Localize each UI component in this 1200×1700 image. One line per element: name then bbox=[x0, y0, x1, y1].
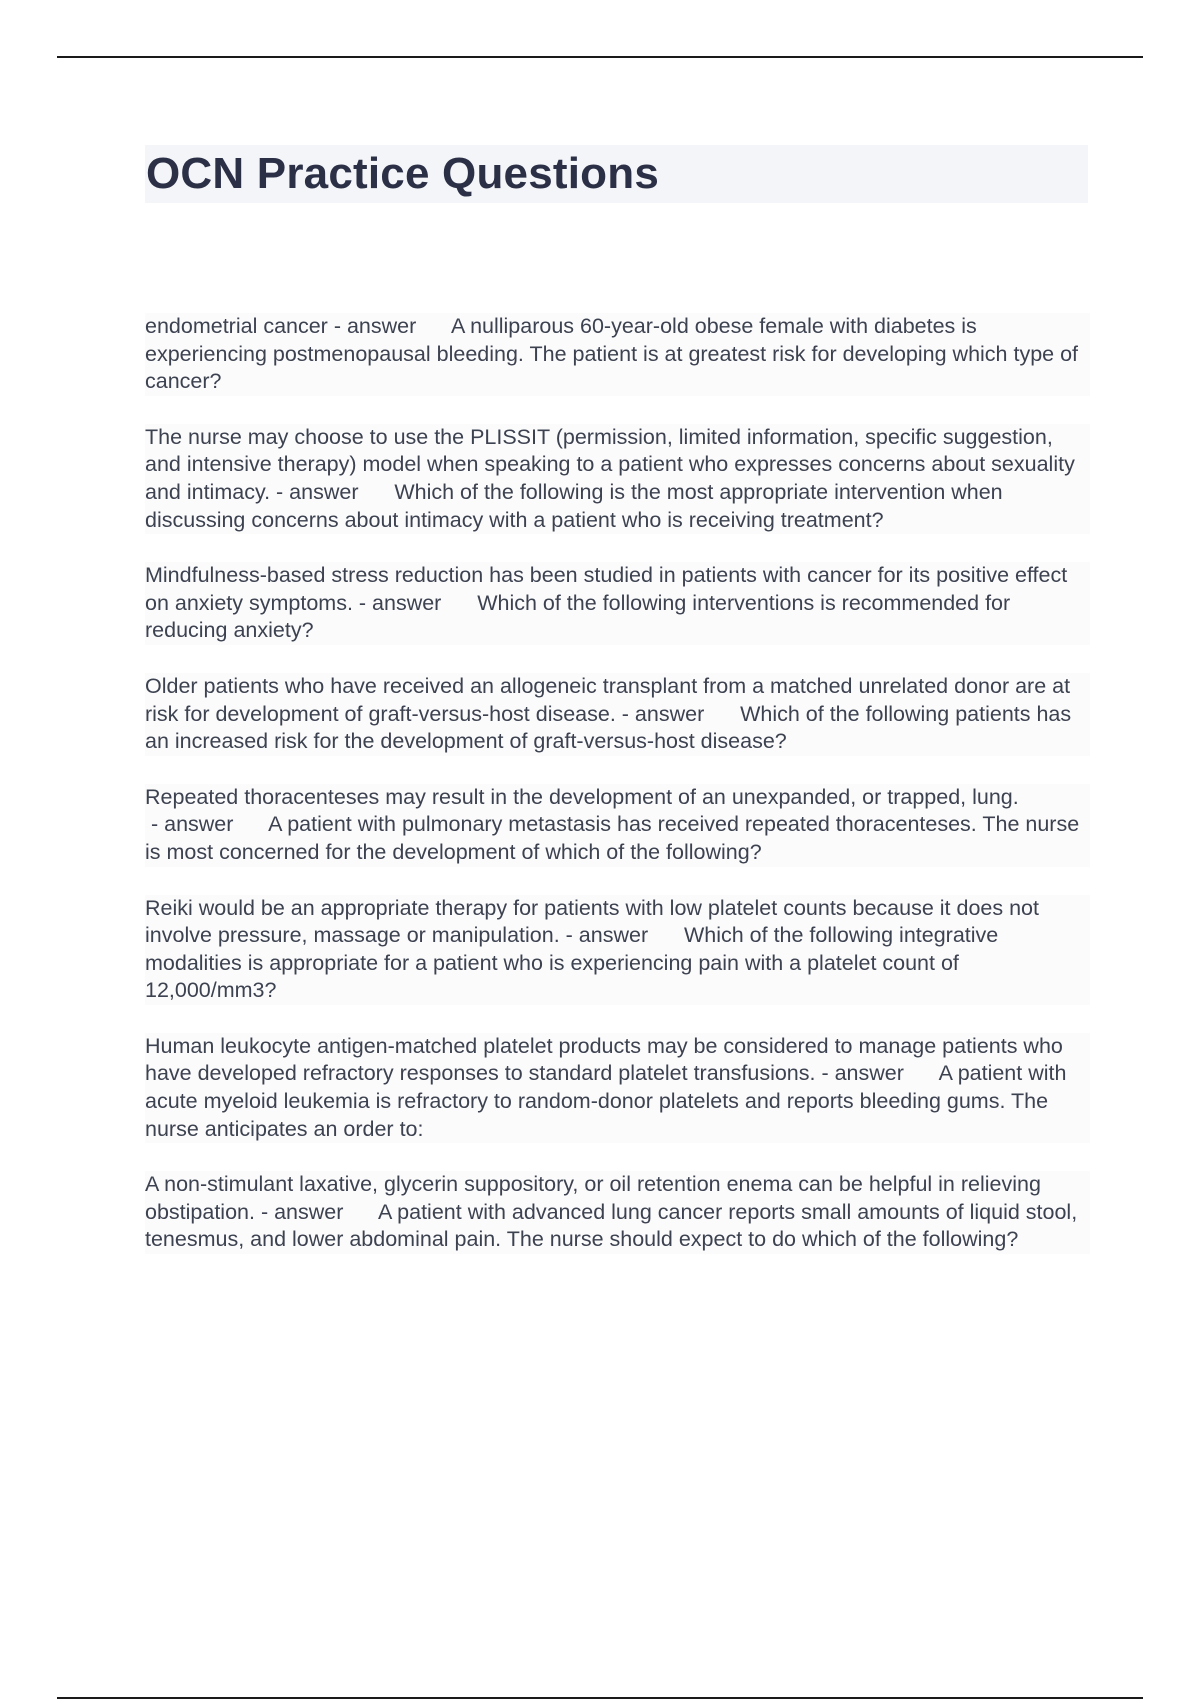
qa-question: A nulliparous 60-year-old obese female with diabetes is experiencing postmenopausal bleeding. The patient is at greatest risk for developing which type of cancer? bbox=[145, 314, 1079, 394]
answer-separator: - answer bbox=[815, 1061, 939, 1086]
answer-separator: - answer bbox=[352, 590, 478, 615]
page-title: OCN Practice Questions bbox=[146, 149, 659, 198]
qa-question: Which of the following is the most appropriate intervention when discussing concerns about intimacy with a patient who is receiving treatment? bbox=[145, 479, 1003, 532]
qa-answer: Mindfulness-based stress reduction has been studied in patients with cancer for its positive effect on anxiety symptoms. bbox=[145, 563, 1068, 615]
answer-separator: - answer bbox=[254, 1199, 379, 1224]
qa-question: A patient with pulmonary metastasis has received repeated thoracenteses. The nurse is most concerned for the development of which of the following? bbox=[145, 812, 1080, 864]
qa-question: Which of the following integrative modalities is appropriate for a patient who is experiencing pain with a platelet count of 12,000/mm3? bbox=[145, 923, 999, 1003]
qa-answer: The nurse may choose to use the PLISSIT (permission, limited information, specific suggestion, and intensive therapy) model when speaking to a patient who expresses concerns about sexuality and intimacy. bbox=[145, 424, 1075, 504]
answer-separator: - answer bbox=[270, 479, 395, 504]
qa-item bbox=[145, 1171, 1090, 1254]
answer-separator: - answer bbox=[327, 314, 451, 338]
qa-item bbox=[145, 895, 1090, 1005]
qa-item bbox=[145, 1033, 1090, 1143]
qa-item bbox=[145, 424, 1090, 534]
qa-answer: Older patients who have received an allogeneic transplant from a matched unrelated donor are at risk for development of graft-versus-host disease. bbox=[145, 673, 1071, 726]
qa-answer: Reiki would be an appropriate therapy for patients with low platelet counts because it does not involve pressure, massage or manipulation. bbox=[145, 895, 1039, 948]
top-rule bbox=[57, 56, 1143, 58]
qa-answer: Repeated thoracenteses may result in the development of an unexpanded, or trapped, lung. bbox=[145, 784, 1019, 809]
qa-question: Which of the following patients has an increased risk for the development of graft-versus-host disease? bbox=[145, 701, 1072, 754]
qa-answer: A non-stimulant laxative, glycerin suppository, or oil retention enema can be helpful in relieving obstipation. bbox=[145, 1172, 1041, 1224]
qa-question: A patient with advanced lung cancer reports small amounts of liquid stool, tenesmus, and lower abdominal pain. The nurse should expect to do which of the following? bbox=[145, 1199, 1078, 1252]
qa-list bbox=[145, 313, 1090, 1282]
qa-item bbox=[145, 562, 1090, 645]
qa-item bbox=[145, 313, 1090, 396]
bottom-rule bbox=[57, 1697, 1143, 1699]
qa-question: Which of the following interventions is recommended for reducing anxiety? bbox=[145, 590, 1011, 643]
qa-answer: Human leukocyte antigen-matched platelet products may be considered to manage patients who have developed refractory responses to standard platelet transfusions. bbox=[145, 1033, 1063, 1086]
qa-item bbox=[145, 673, 1090, 756]
qa-question: A patient with acute myeloid leukemia is refractory to random-donor platelets and reports bleeding gums. The nurse anticipates an order to: bbox=[145, 1061, 1067, 1141]
answer-separator: - answer bbox=[145, 812, 269, 837]
qa-item bbox=[145, 784, 1090, 867]
qa-answer: endometrial cancer bbox=[145, 314, 328, 338]
answer-separator: - answer bbox=[559, 923, 684, 948]
answer-separator: - answer bbox=[615, 701, 741, 726]
